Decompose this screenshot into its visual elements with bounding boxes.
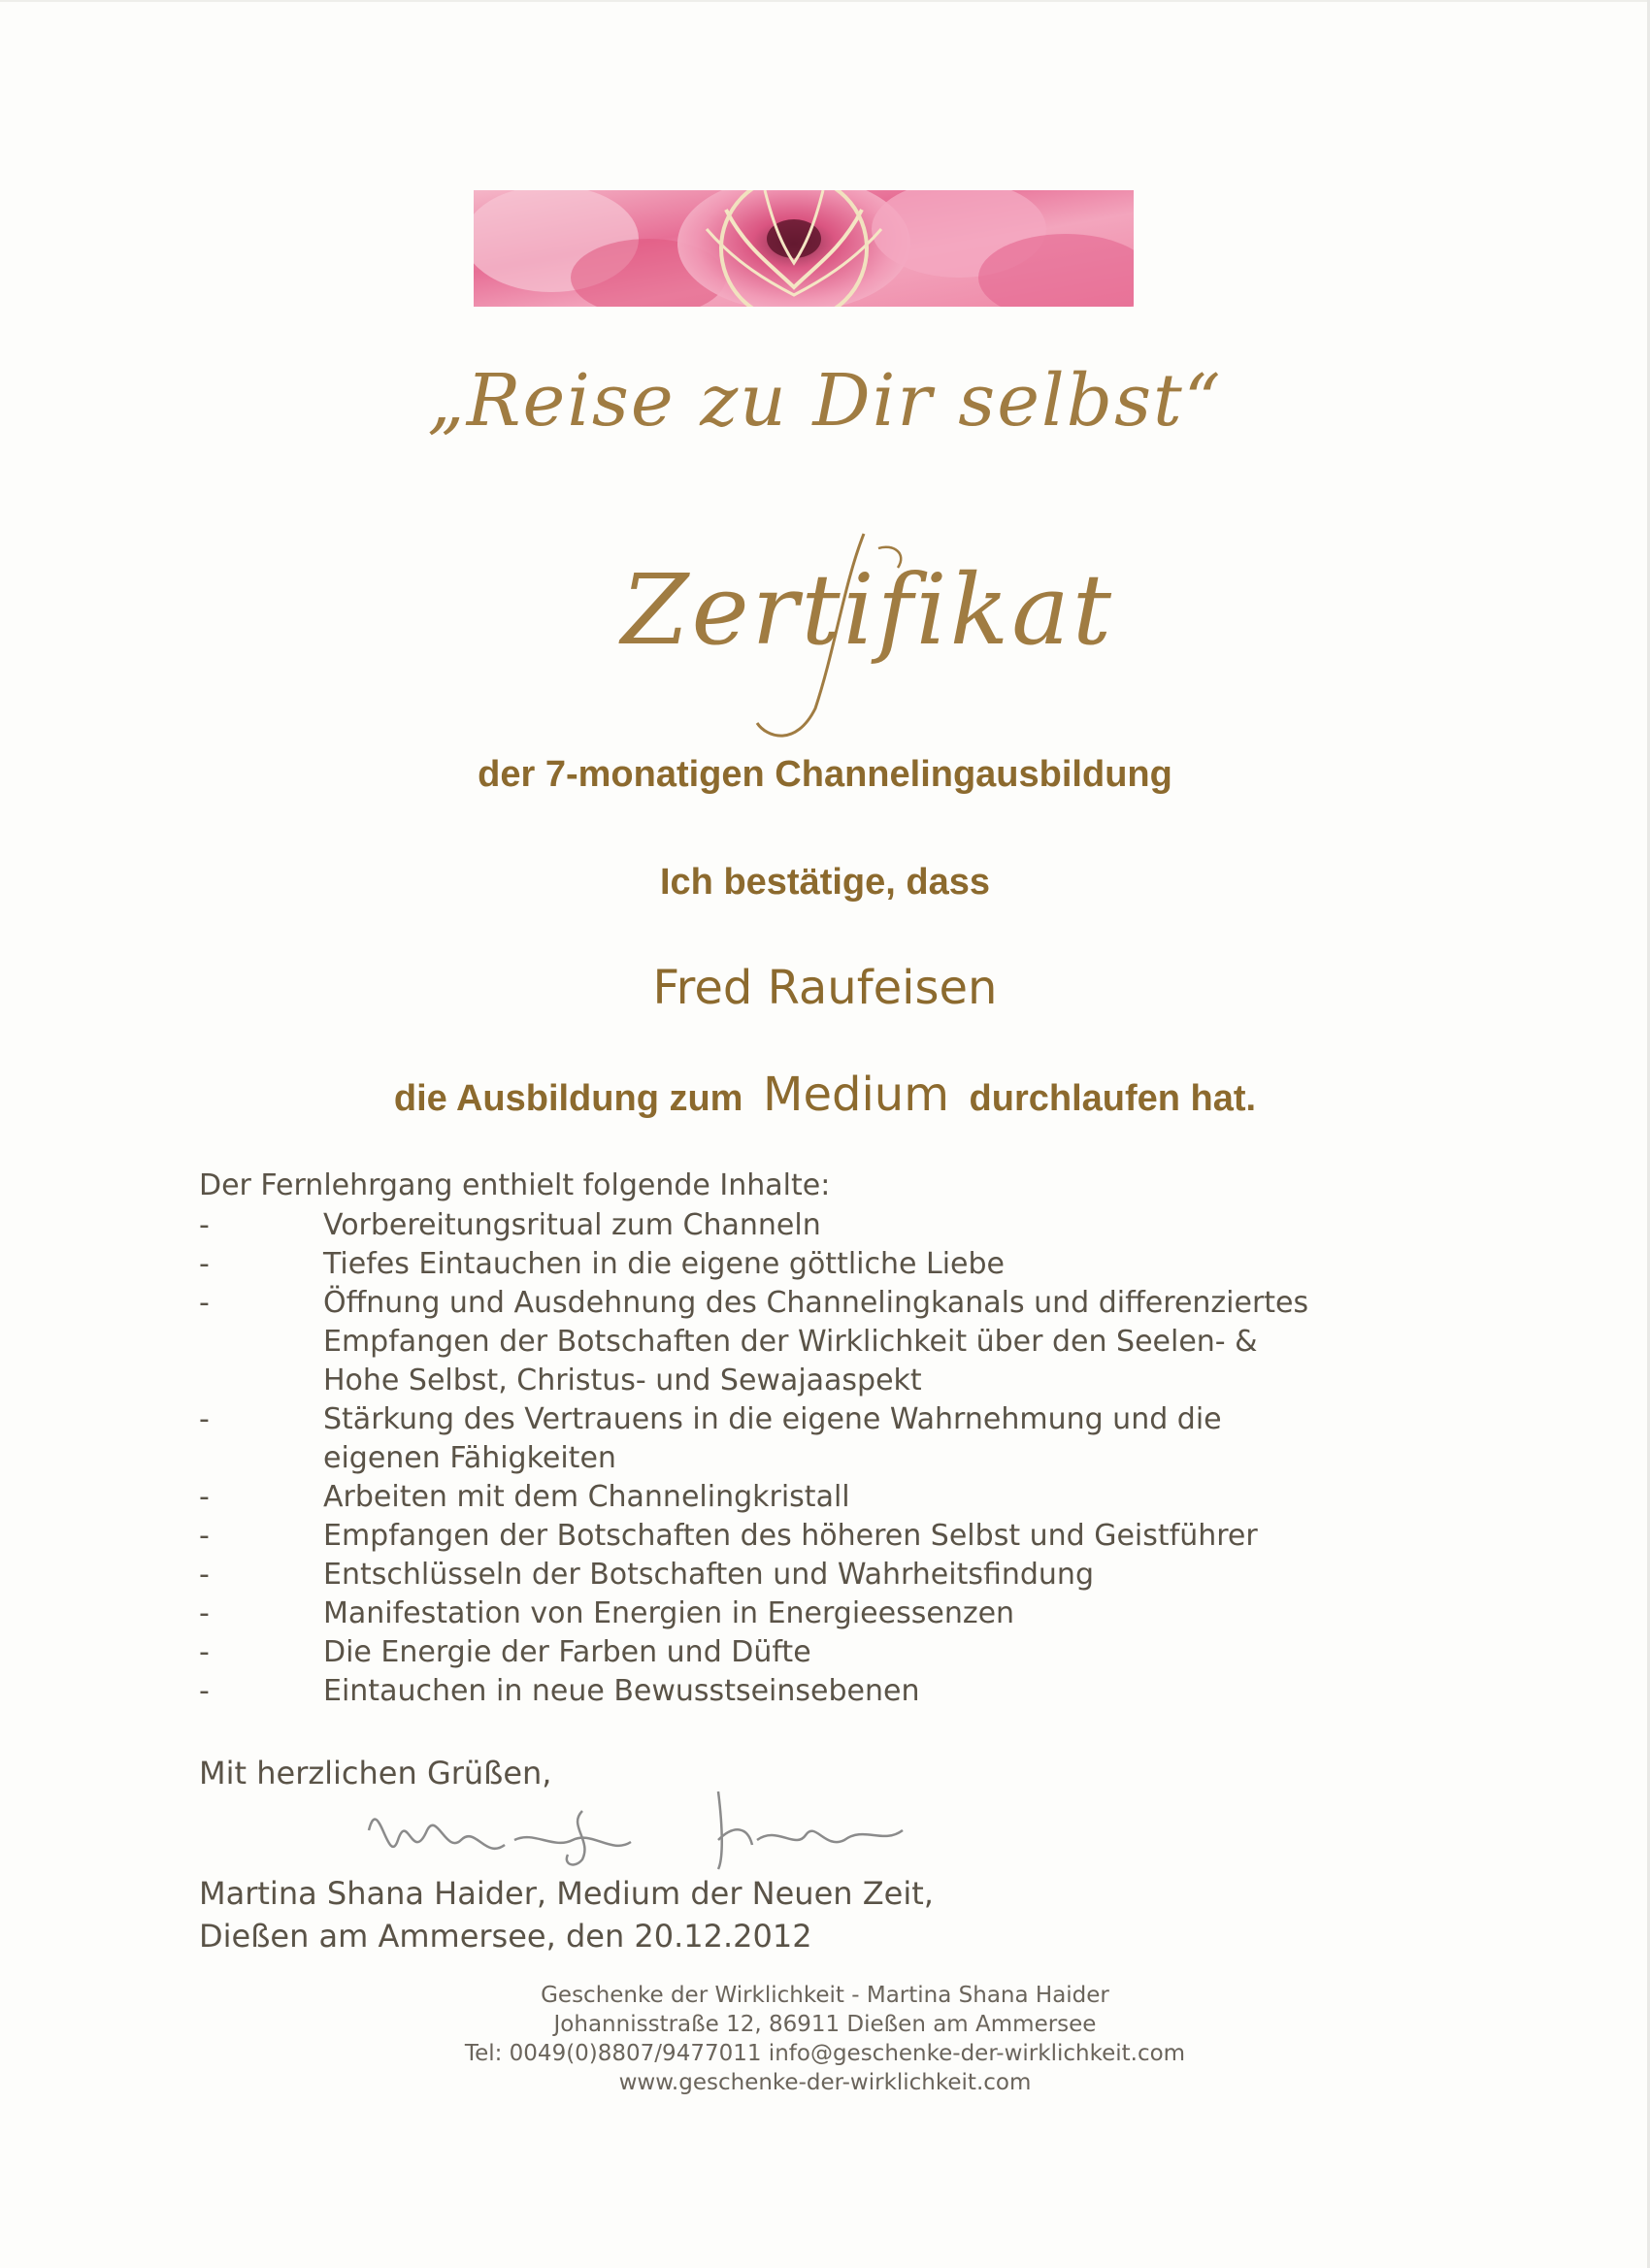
footer-contact: Tel: 0049(0)8807/9477011 info@geschenke-der-wirklichkeit.com bbox=[464, 2041, 1186, 2066]
list-item: - Öffnung und Ausdehnung des Channelingkanals und differenziertes bbox=[199, 1284, 1461, 1323]
list-item-continuation: Hohe Selbst, Christus- und Sewajaaspekt bbox=[323, 1364, 922, 1397]
list-item: - Empfangen der Botschaften des höheren Selbst und Geistführer bbox=[199, 1517, 1461, 1556]
place-date: Dießen am Ammersee, den 20.12.2012 bbox=[199, 1918, 812, 1955]
list-bullet: - bbox=[199, 1674, 210, 1708]
rose-logo-banner bbox=[474, 190, 1134, 307]
list-item-continuation: Empfangen der Botschaften der Wirklichkeit über den Seelen- & bbox=[323, 1325, 1258, 1359]
list-bullet: - bbox=[199, 1519, 210, 1553]
list-item: - Vorbereitungsritual zum Channeln bbox=[199, 1206, 1461, 1245]
list-bullet: - bbox=[199, 1402, 210, 1436]
list-item: - Manifestation von Energien in Energieessenzen bbox=[199, 1594, 1461, 1633]
handwritten-signature bbox=[349, 1772, 932, 1879]
training-statement bbox=[0, 1068, 1650, 1122]
scan-edge-top bbox=[0, 0, 1650, 2]
list-item: - Die Energie der Farben und Düfte bbox=[199, 1633, 1461, 1672]
footer-website: www.geschenke-der-wirklichkeit.com bbox=[618, 2070, 1032, 2095]
list-bullet: - bbox=[199, 1480, 210, 1514]
list-item: - Entschlüsseln der Botschaften und Wahrheitsfindung bbox=[199, 1556, 1461, 1594]
list-bullet: - bbox=[199, 1286, 210, 1320]
list-bullet: - bbox=[199, 1596, 210, 1630]
training-role: Medium bbox=[763, 1068, 949, 1122]
list-item: - Tiefes Eintauchen in die eigene göttliche Liebe bbox=[199, 1245, 1461, 1284]
certificate-heading: Zertifikat bbox=[621, 553, 1115, 667]
recipient-name: Fred Raufeisen bbox=[652, 961, 998, 1015]
confirmation-text: Ich bestätige, dass bbox=[659, 862, 990, 903]
journey-title: „Reise zu Dir selbst“ bbox=[427, 359, 1223, 443]
footer-company: Geschenke der Wirklichkeit - Martina Shana Haider bbox=[541, 1983, 1109, 2008]
training-suffix: durchlaufen hat. bbox=[969, 1078, 1257, 1119]
list-bullet: - bbox=[199, 1247, 210, 1281]
list-bullet: - bbox=[199, 1558, 210, 1592]
list-item: - Stärkung des Vertrauens in die eigene Wahrnehmung und die bbox=[199, 1400, 1461, 1439]
closing-greeting: Mit herzlichen Grüßen, bbox=[199, 1755, 552, 1791]
list-item: - Arbeiten mit dem Channelingkristall bbox=[199, 1478, 1461, 1517]
list-item: - Eintauchen in neue Bewusstseinsebenen bbox=[199, 1672, 1461, 1711]
list-bullet: - bbox=[199, 1208, 210, 1242]
list-item-continuation: eigenen Fähigkeiten bbox=[323, 1441, 616, 1475]
contents-intro: Der Fernlehrgang enthielt folgende Inhalte: bbox=[199, 1168, 831, 1202]
list-bullet: - bbox=[199, 1635, 210, 1669]
signer-line: Martina Shana Haider, Medium der Neuen Zeit, bbox=[199, 1875, 934, 1912]
footer-address: Johannisstraße 12, 86911 Dießen am Ammersee bbox=[553, 2012, 1097, 2037]
training-prefix: die Ausbildung zum bbox=[393, 1078, 743, 1119]
contents-list bbox=[199, 1206, 1461, 1711]
certificate-subtitle: der 7-monatigen Channelingausbildung bbox=[478, 754, 1172, 795]
